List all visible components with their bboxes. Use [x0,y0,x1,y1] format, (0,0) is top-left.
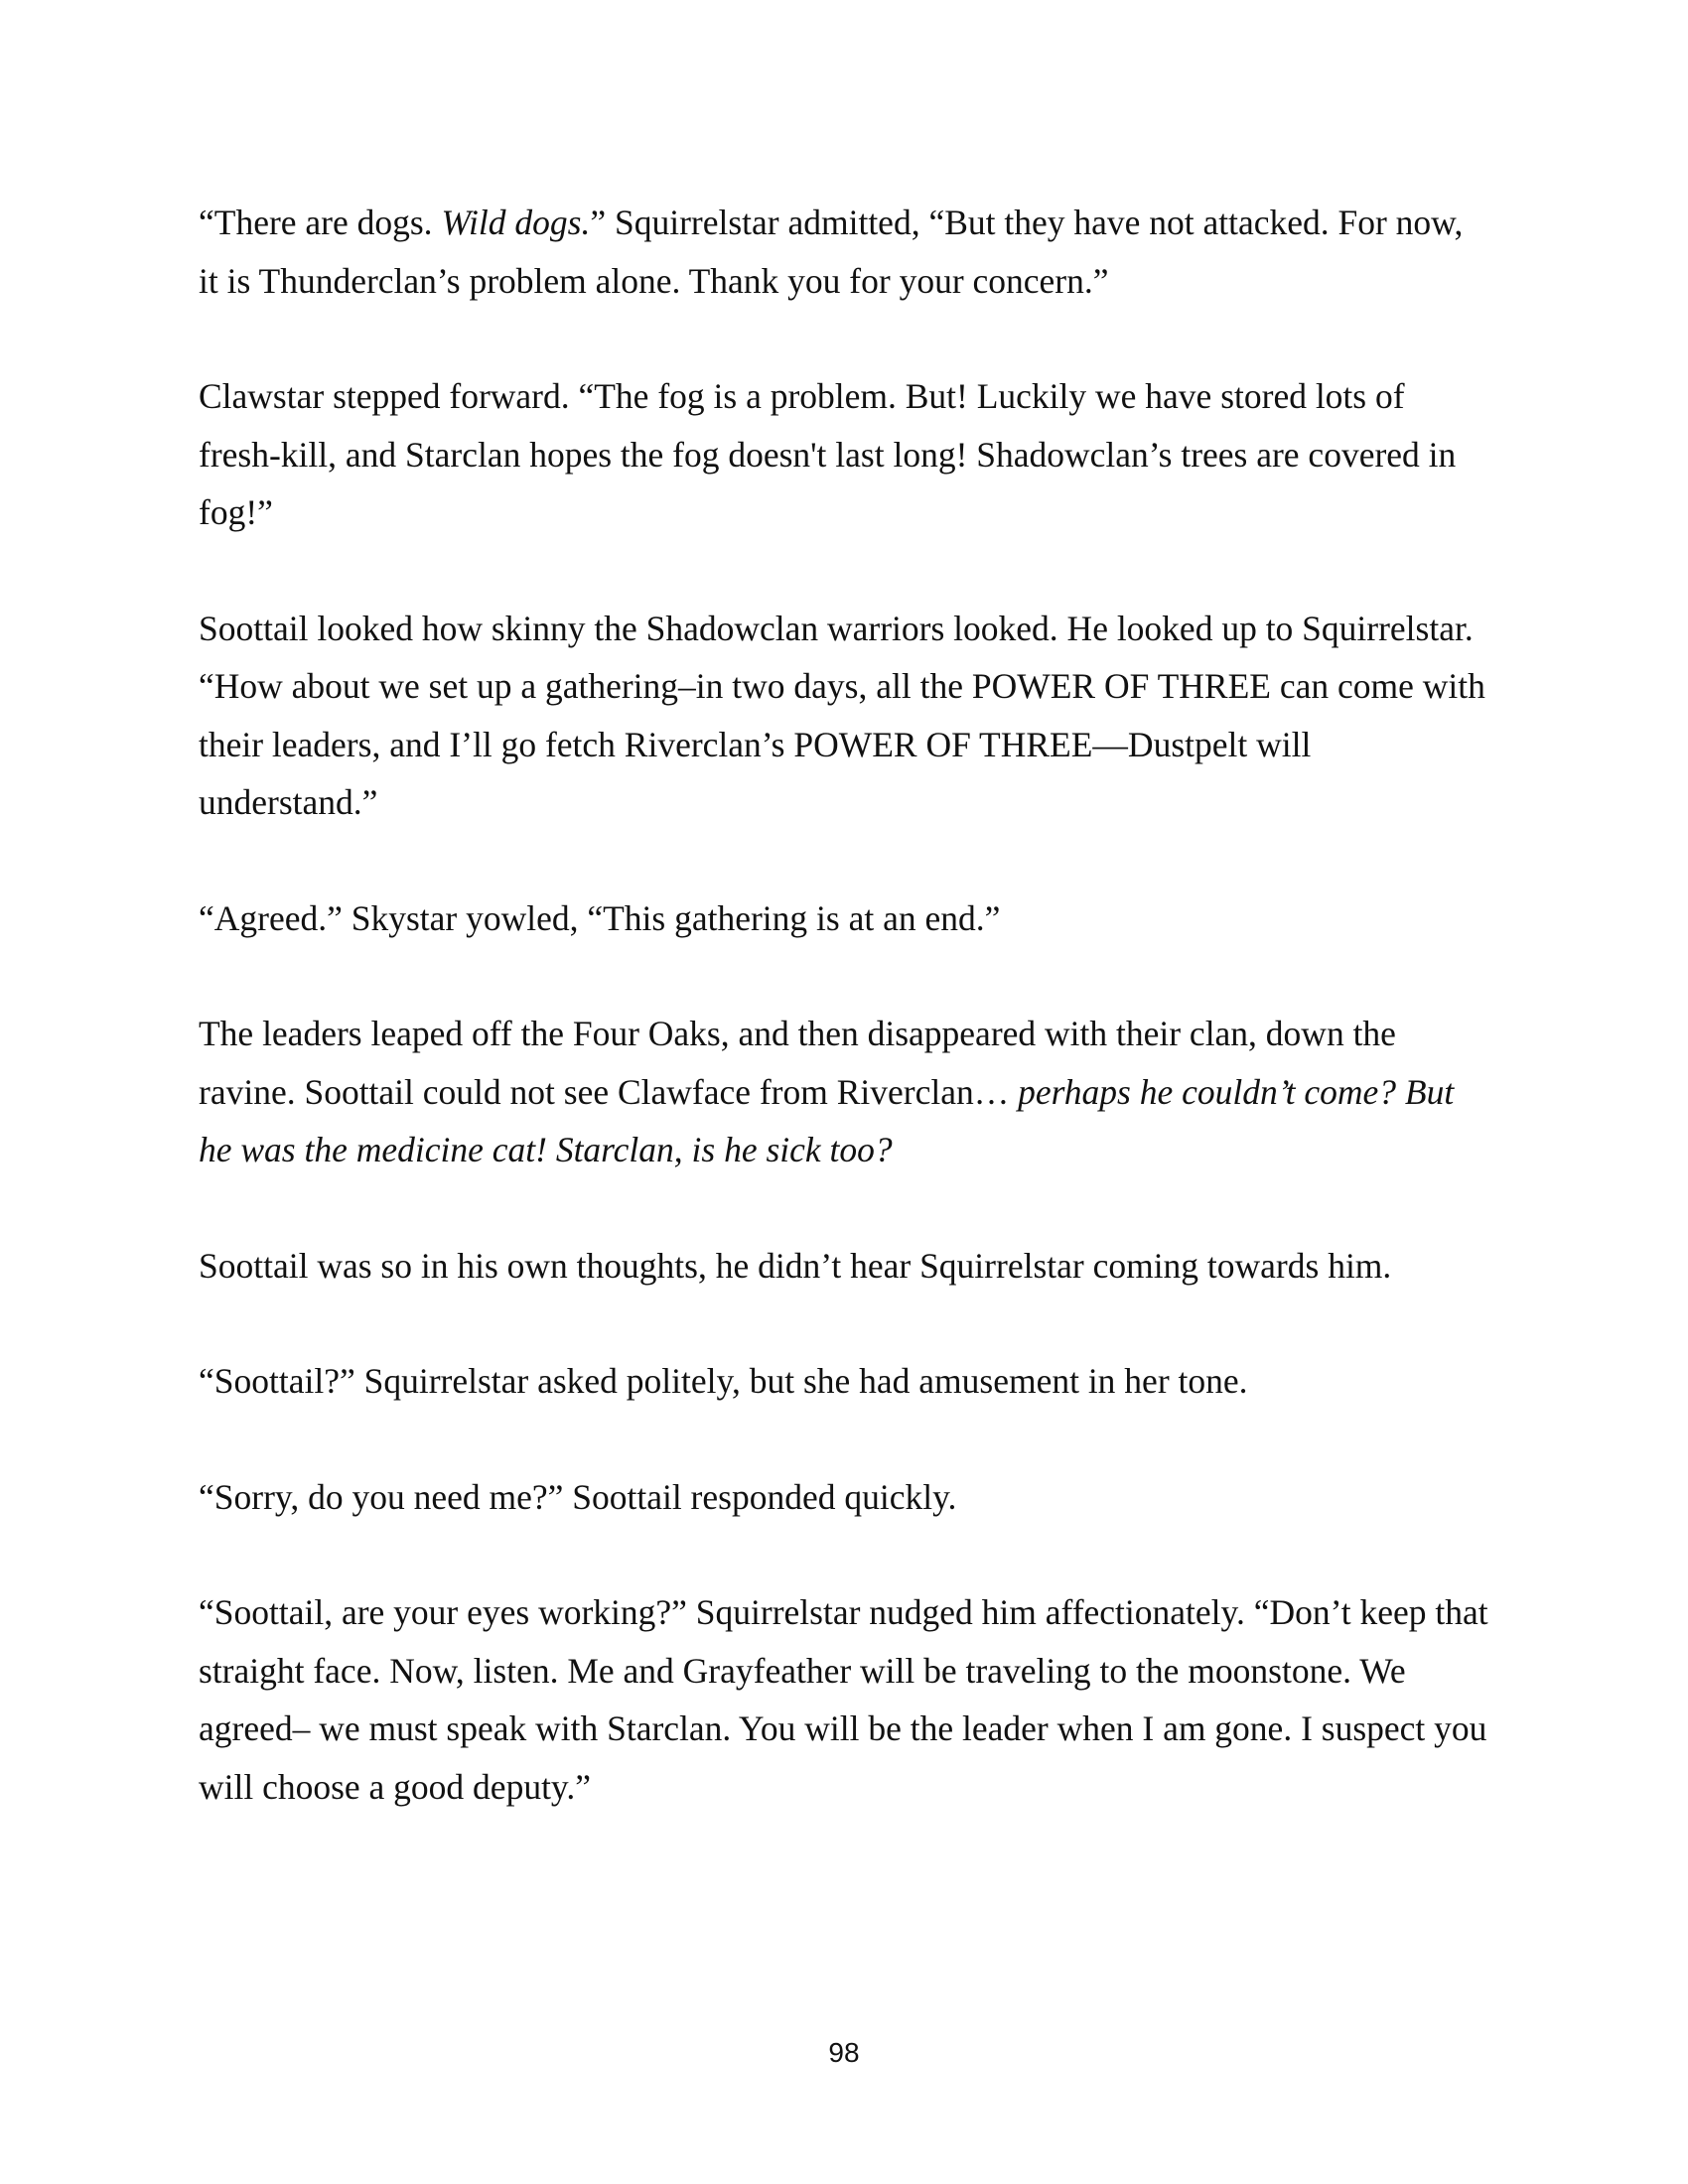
paragraph-6: Soottail was so in his own thoughts, he didn’t hear Squirrelstar coming towards him. [199,1245,1392,1286]
paragraph-5-text: The leaders leaped off the Four Oaks, and then disappeared with their clan, down the ravine. Soottail could not see Clawface from Riverclan… [199,1014,1396,1112]
page-number: 98 [828,2037,860,2068]
paragraph-3: Soottail looked how skinny the Shadowclan warriors looked. He looked up to Squirrelstar. “How about we set up a gathering–in two days, all the POWER OF THREE can come with their leaders, and I’ll go fetch Riverclan’s POWER OF THREE—Dustpelt will understand.” [199,608,1485,822]
paragraph-1-text-end: ” Squirrelstar admitted, “But they have not attacked. For now, it is Thunderclan’s problem alone. Thank you for your concern.” [199,203,1464,301]
paragraph-9: “Soottail, are your eyes working?” Squirrelstar nudged him affectionately. “Don’t keep that straight face. Now, listen. Me and Grayfeather will be traveling to the moonstone. We agreed– we must speak with Starclan. You will be the leader when I am gone. I suspect you will choose a good deputy.” [199,1592,1488,1807]
paragraph-1-italic: Wild dogs. [441,203,591,242]
paragraph-1-text: “There are dogs. [199,203,442,242]
body-text [199,194,1489,1816]
paragraph-5 [199,1005,1489,1179]
paragraph-5-italic: perhaps he couldn’t come? But he was the medicine cat! Starclan, is he sick too? [199,1071,1455,1169]
paragraph-7: “Soottail?” Squirrelstar asked politely, but she had amusement in her tone. [199,1361,1248,1401]
paragraph-8: “Sorry, do you need me?” Soottail responded quickly. [199,1476,957,1517]
paragraph-2: Clawstar stepped forward. “The fog is a problem. But! Luckily we have stored lots of fresh-kill, and Starclan hopes the fog doesn't last long! Shadowclan’s trees are covered in fog!” [199,376,1457,532]
paragraph-1 [199,194,1489,310]
paragraph-4: “Agreed.” Skystar yowled, “This gathering is at an end.” [199,897,1001,938]
